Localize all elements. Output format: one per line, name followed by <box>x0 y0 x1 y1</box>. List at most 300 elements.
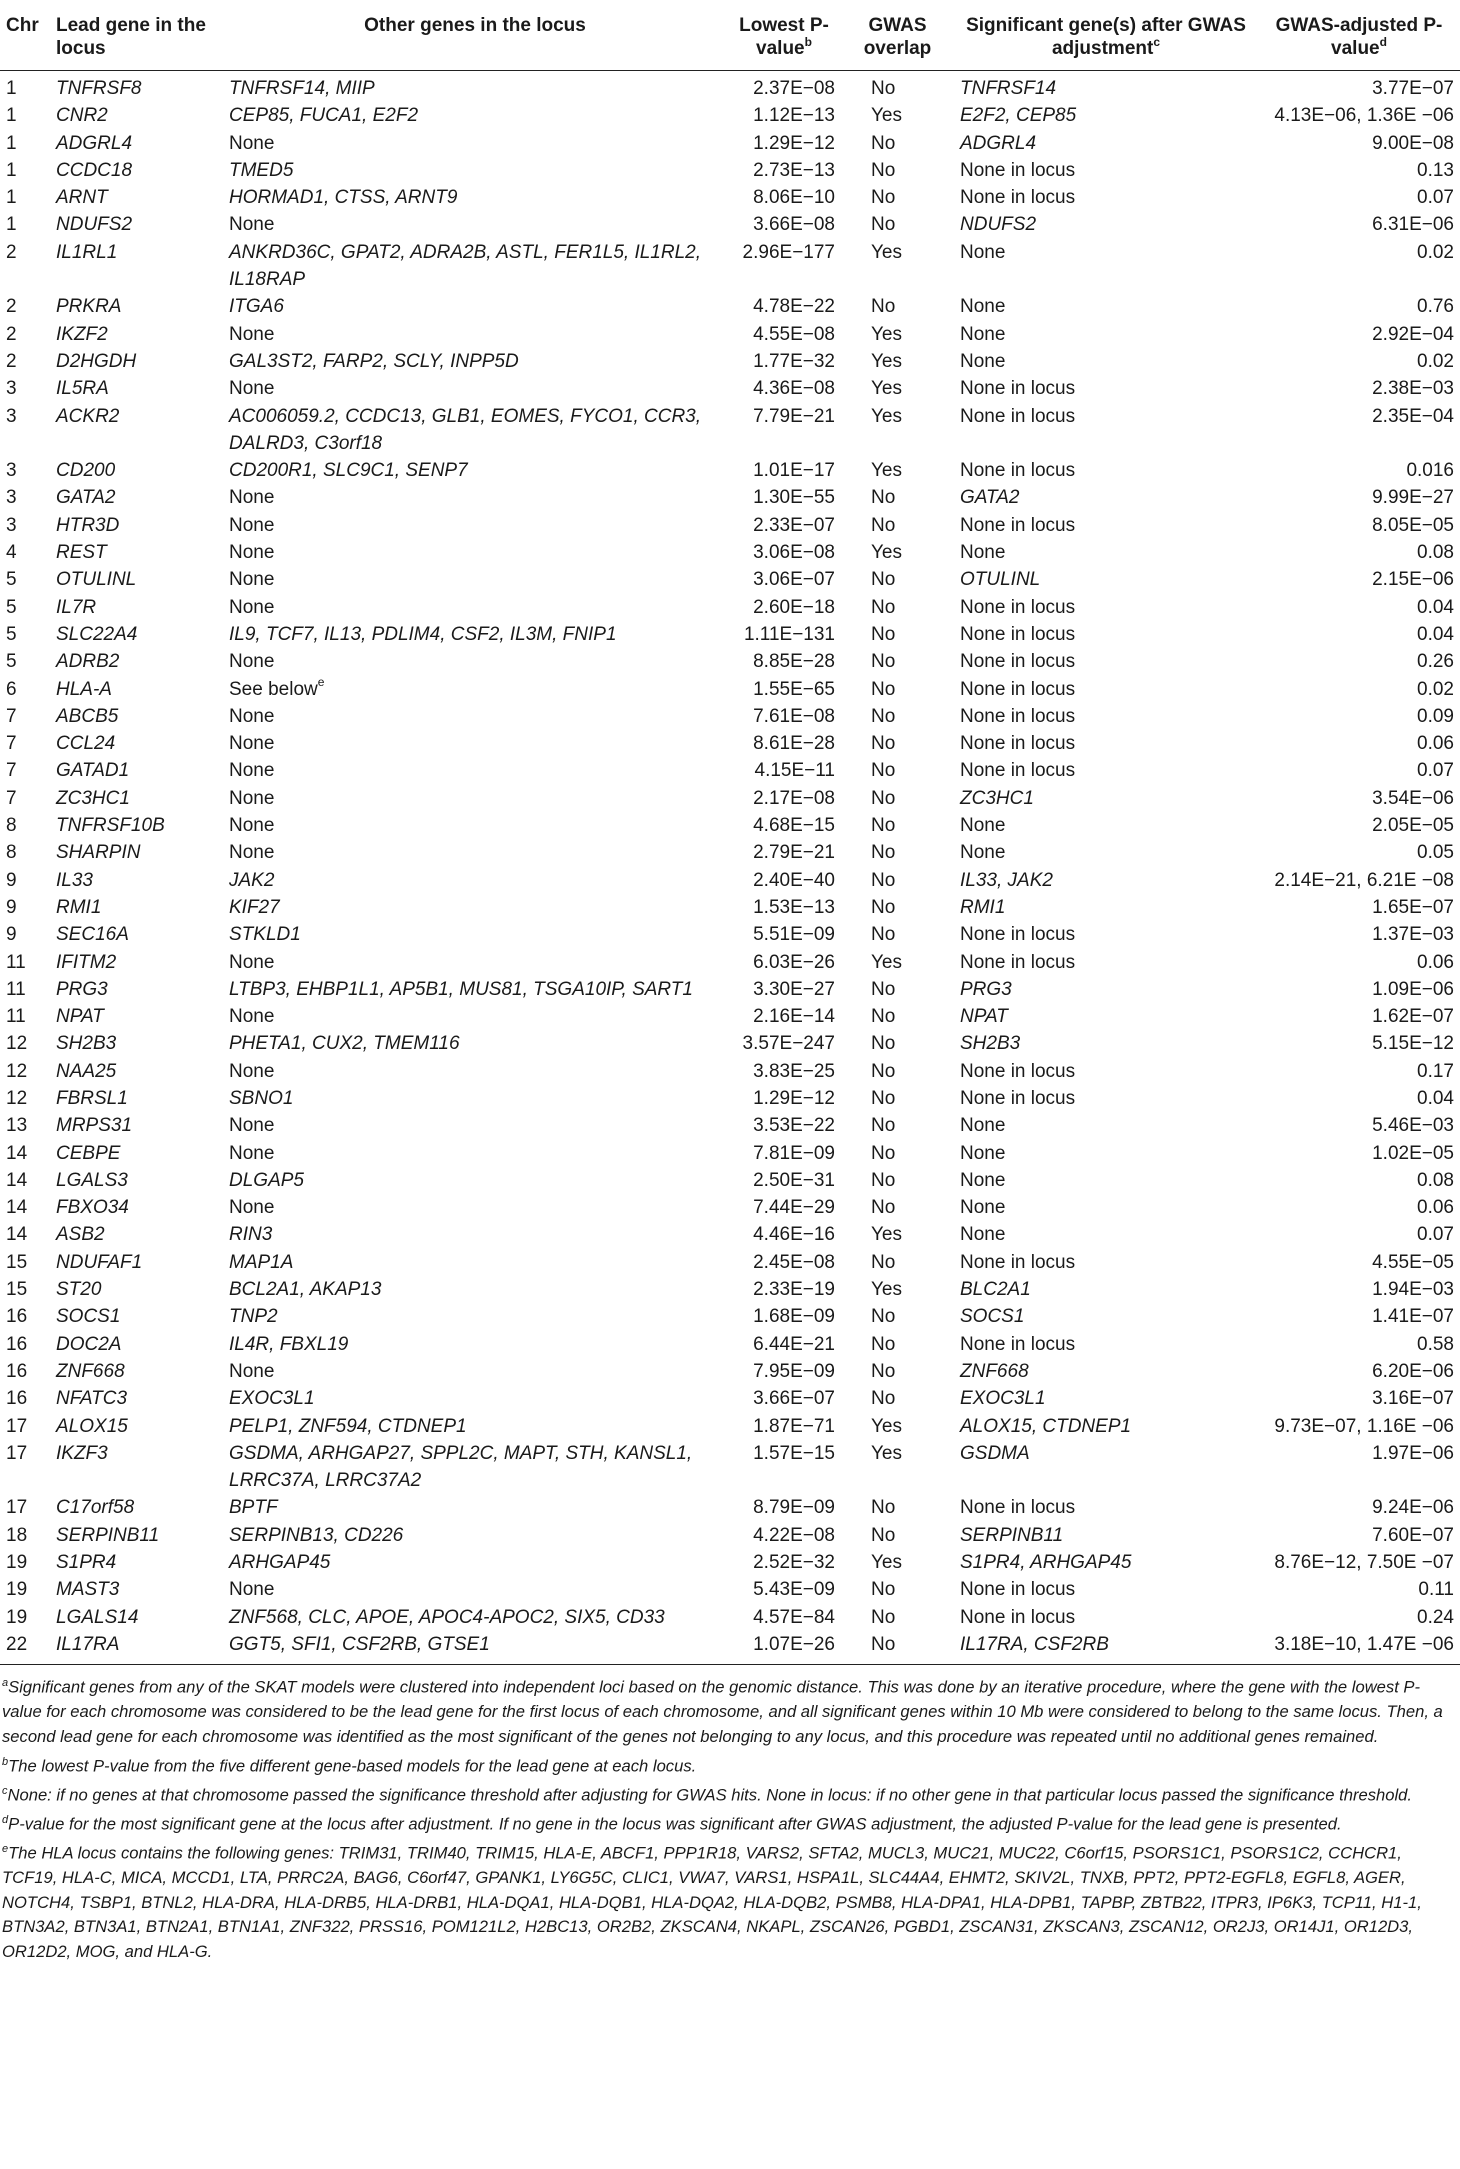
cell-significant-genes: None <box>960 1142 1006 1164</box>
cell-other-genes: None <box>229 542 275 564</box>
cell-significant-genes: None in locus <box>960 187 1076 209</box>
cell-chr: 5 <box>6 596 17 618</box>
cell-lead-gene: NAA25 <box>56 1060 117 1082</box>
cell-chr: 22 <box>6 1633 28 1655</box>
table-row <box>0 102 1460 129</box>
cell-lead-gene: PRG3 <box>56 978 108 1000</box>
header-adjusted-pvalue: GWAS-adjusted P-value$^d$ <box>1275 15 1443 59</box>
cell-lead-gene: FBXO34 <box>56 1197 129 1219</box>
cell-chr: 12 <box>6 1060 28 1082</box>
table-row <box>0 239 1460 294</box>
table-row <box>0 1385 1460 1412</box>
cell-significant-genes: None in locus <box>960 514 1076 536</box>
cell-gwas-overlap: Yes <box>871 350 902 372</box>
table-row <box>0 1440 1460 1495</box>
cell-other-genes: STKLD1 <box>229 924 301 946</box>
table-row <box>0 1604 1460 1631</box>
cell-chr: 12 <box>6 1087 28 1109</box>
table-row <box>0 1030 1460 1057</box>
cell-other-genes: None <box>229 514 275 536</box>
cell-lead-gene: NFATC3 <box>56 1388 128 1410</box>
cell-other-genes: GAL3ST2, FARP2, SCLY, INPP5D <box>229 350 519 372</box>
cell-lowest-pvalue: 4.36E−08 <box>753 378 835 400</box>
cell-lead-gene: NDUFS2 <box>56 214 133 236</box>
table-row <box>0 1631 1460 1665</box>
cell-significant-genes: E2F2, CEP85 <box>960 105 1077 127</box>
cell-adjusted-pvalue: 0.02 <box>1417 350 1454 372</box>
cell-lowest-pvalue: 2.16E−14 <box>753 1006 835 1028</box>
cell-lead-gene: LGALS14 <box>56 1606 139 1628</box>
cell-adjusted-pvalue: 0.06 <box>1417 1197 1454 1219</box>
cell-lowest-pvalue: 4.22E−08 <box>753 1524 835 1546</box>
cell-gwas-overlap: No <box>871 487 896 509</box>
cell-other-genes: CEP85, FUCA1, E2F2 <box>229 105 419 127</box>
cell-adjusted-pvalue: 0.06 <box>1417 951 1454 973</box>
cell-gwas-overlap: No <box>871 1169 896 1191</box>
cell-other-genes: None <box>229 815 275 837</box>
cell-chr: 11 <box>6 978 26 1000</box>
cell-significant-genes: NDUFS2 <box>960 214 1037 236</box>
cell-other-genes: MAP1A <box>229 1251 294 1273</box>
cell-significant-genes: ALOX15, CTDNEP1 <box>960 1415 1132 1437</box>
table-row <box>0 703 1460 730</box>
cell-lead-gene: IL17RA <box>56 1633 120 1655</box>
cell-lowest-pvalue: 4.78E−22 <box>753 296 835 318</box>
cell-chr: 16 <box>6 1333 28 1355</box>
cell-other-genes: ARHGAP45 <box>229 1552 331 1574</box>
cell-adjusted-pvalue: 2.38E−03 <box>1372 378 1454 400</box>
cell-lead-gene: IL1RL1 <box>56 241 118 263</box>
cell-chr: 13 <box>6 1115 28 1137</box>
table-row <box>0 1549 1460 1576</box>
cell-lowest-pvalue: 8.06E−10 <box>753 187 835 209</box>
cell-lowest-pvalue: 8.85E−28 <box>753 651 835 673</box>
cell-gwas-overlap: No <box>871 1115 896 1137</box>
table-row <box>0 321 1460 348</box>
cell-lowest-pvalue: 7.61E−08 <box>753 705 835 727</box>
cell-adjusted-pvalue: 2.15E−06 <box>1372 569 1454 591</box>
cell-lowest-pvalue: 7.95E−09 <box>753 1360 835 1382</box>
cell-gwas-overlap: No <box>871 924 896 946</box>
cell-other-genes: None <box>229 323 275 345</box>
cell-lowest-pvalue: 3.66E−07 <box>753 1388 835 1410</box>
cell-lowest-pvalue: 4.57E−84 <box>753 1606 835 1628</box>
cell-adjusted-pvalue: 0.58 <box>1417 1333 1454 1355</box>
cell-lowest-pvalue: 7.44E−29 <box>753 1197 835 1219</box>
cell-lowest-pvalue: 2.50E−31 <box>753 1169 835 1191</box>
table-row <box>0 839 1460 866</box>
footnotes <box>0 1665 1460 1964</box>
cell-chr: 14 <box>6 1169 28 1191</box>
cell-lowest-pvalue: 2.52E−32 <box>753 1552 835 1574</box>
cell-chr: 19 <box>6 1606 28 1628</box>
cell-significant-genes: None in locus <box>960 951 1076 973</box>
cell-lowest-pvalue: 6.44E−21 <box>753 1333 835 1355</box>
cell-other-genes: ITGA6 <box>229 296 284 318</box>
cell-lead-gene: IL5RA <box>56 378 109 400</box>
cell-lead-gene: ASB2 <box>56 1224 105 1246</box>
cell-gwas-overlap: No <box>871 869 896 891</box>
cell-significant-genes: RMI1 <box>960 896 1006 918</box>
cell-adjusted-pvalue: 2.92E−04 <box>1372 323 1454 345</box>
cell-lead-gene: SEC16A <box>56 924 129 946</box>
cell-adjusted-pvalue: 0.07 <box>1417 760 1454 782</box>
table-row <box>0 1194 1460 1221</box>
cell-significant-genes: BLC2A1 <box>960 1279 1031 1301</box>
cell-significant-genes: EXOC3L1 <box>960 1388 1046 1410</box>
cell-other-genes: None <box>229 569 275 591</box>
cell-lead-gene: MAST3 <box>56 1579 120 1601</box>
table-row <box>0 1494 1460 1521</box>
cell-other-genes: AC006059.2, CCDC13, GLB1, EOMES, FYCO1, CCR3, DALRD3, C3orf18 <box>229 405 702 454</box>
cell-adjusted-pvalue: 0.08 <box>1417 542 1454 564</box>
cell-other-genes: None <box>229 1142 275 1164</box>
cell-adjusted-pvalue: 9.24E−06 <box>1372 1497 1454 1519</box>
cell-other-genes: GSDMA, ARHGAP27, SPPL2C, MAPT, STH, KANSL1, LRRC37A, LRRC37A2 <box>229 1442 693 1492</box>
cell-other-genes: IL9, TCF7, IL13, PDLIM4, CSF2, IL3M, FNIP1 <box>229 623 617 645</box>
cell-adjusted-pvalue: 8.05E−05 <box>1372 514 1454 536</box>
cell-adjusted-pvalue: 1.62E−07 <box>1372 1006 1454 1028</box>
cell-other-genes: RIN3 <box>229 1224 273 1246</box>
cell-adjusted-pvalue: 9.99E−27 <box>1372 487 1454 509</box>
cell-lead-gene: OTULINL <box>56 569 137 591</box>
cell-gwas-overlap: Yes <box>871 241 902 263</box>
cell-lead-gene: GATA2 <box>56 487 116 509</box>
table-row <box>0 1576 1460 1603</box>
cell-lead-gene: SOCS1 <box>56 1306 121 1328</box>
cell-chr: 3 <box>6 487 17 509</box>
cell-significant-genes: SH2B3 <box>960 1033 1021 1055</box>
cell-other-genes: None <box>229 1360 275 1382</box>
cell-chr: 17 <box>6 1497 28 1519</box>
cell-chr: 7 <box>6 705 17 727</box>
cell-chr: 2 <box>6 323 17 345</box>
cell-significant-genes: None in locus <box>960 159 1076 181</box>
cell-significant-genes: SOCS1 <box>960 1306 1025 1328</box>
cell-significant-genes: None in locus <box>960 1060 1076 1082</box>
cell-chr: 1 <box>6 105 17 127</box>
cell-lowest-pvalue: 3.83E−25 <box>753 1060 835 1082</box>
cell-chr: 5 <box>6 623 17 645</box>
cell-other-genes: TMED5 <box>229 159 294 181</box>
cell-lowest-pvalue: 4.68E−15 <box>753 815 835 837</box>
cell-significant-genes: TNFRSF14 <box>960 78 1057 99</box>
table-row <box>0 730 1460 757</box>
cell-lowest-pvalue: 2.33E−07 <box>753 514 835 536</box>
cell-lead-gene: ADGRL4 <box>56 132 133 154</box>
cell-other-genes: None <box>229 733 275 755</box>
cell-chr: 14 <box>6 1224 28 1246</box>
cell-other-genes: See below$^e$ <box>229 675 325 700</box>
cell-chr: 7 <box>6 787 17 809</box>
cell-lead-gene: TNFRSF8 <box>56 78 142 99</box>
cell-adjusted-pvalue: 1.94E−03 <box>1372 1279 1454 1301</box>
cell-lead-gene: SLC22A4 <box>56 623 138 645</box>
table-row <box>0 130 1460 157</box>
footnote-e: $^e$The HLA locus contains the following genes: TRIM31, TRIM40, TRIM15, HLA-E, ABCF1, PPP1R18, VARS2, SFTA2, MUCL3, MUC21, MUC22, C6orf15, PSORS1C1, PSORS1C2, CCHCR1, TCF19, HLA-C, MICA, MCCD1, LTA, PRRC2A, BAG6, C6orf47, GPANK1, LY6G5C, CLIC1, VWA7, VARS1, HSPA1L, SLC44A4, EHMT2, SKIV2L, TNXB, PPT2, PPT2-EGFL8, EGFL8, AGER, NOTCH4, TSBP1, BTNL2, HLA-DRA, HLA-DRB5, HLA-DRB1, HLA-DQA1, HLA-DQB1, HLA-DQA2, HLA-DQB2, PSMB8, HLA-DPA1, HLA-DPB1, TAPBP, ZBTB22, ITPR3, IP6K3, TCP11, H1-1, BTN3A2, BTN3A1, BTN2A1, BTN1A1, ZNF322, PRSS16, POM121L2, H2BC13, OR2B2, ZKSCAN4, NKAPL, ZSCAN26, PGBD1, ZSCAN31, ZKSCAN3, ZSCAN12, OR2J3, OR14J1, OR12D3, OR12D2, MOG, and HLA-G. <box>2 1842 1422 1961</box>
cell-gwas-overlap: Yes <box>871 1279 902 1301</box>
cell-chr: 18 <box>6 1524 28 1546</box>
cell-chr: 3 <box>6 514 17 536</box>
cell-lead-gene: NPAT <box>56 1006 104 1028</box>
table-row <box>0 566 1460 593</box>
header-lead-gene: Lead gene in the locus <box>56 15 206 59</box>
cell-lowest-pvalue: 1.87E−71 <box>753 1415 835 1437</box>
cell-lead-gene: ACKR2 <box>56 405 120 427</box>
cell-gwas-overlap: No <box>871 760 896 782</box>
cell-gwas-overlap: Yes <box>871 1224 902 1246</box>
cell-significant-genes: SERPINB11 <box>960 1524 1064 1546</box>
footnote-d: $^d$P-value for the most significant gene at the locus after adjustment. If no gene in the locus was significant after GWAS adjustment, the adjusted P-value for the lead gene is presented. <box>2 1813 1342 1834</box>
cell-lead-gene: CCDC18 <box>56 159 133 181</box>
table-row <box>0 293 1460 320</box>
cell-gwas-overlap: No <box>871 569 896 591</box>
cell-lead-gene: ZNF668 <box>56 1360 125 1382</box>
cell-lowest-pvalue: 2.33E−19 <box>753 1279 835 1301</box>
table-row <box>0 676 1460 703</box>
cell-other-genes: None <box>229 951 275 973</box>
cell-adjusted-pvalue: 0.13 <box>1417 159 1454 181</box>
cell-chr: 9 <box>6 869 17 891</box>
cell-lowest-pvalue: 2.17E−08 <box>753 787 835 809</box>
table-row <box>0 512 1460 539</box>
cell-lead-gene: SHARPIN <box>56 842 141 864</box>
cell-lowest-pvalue: 3.30E−27 <box>753 978 835 1000</box>
cell-lead-gene: S1PR4 <box>56 1552 117 1574</box>
cell-significant-genes: IL17RA, CSF2RB <box>960 1633 1109 1655</box>
cell-lowest-pvalue: 7.81E−09 <box>753 1142 835 1164</box>
cell-other-genes: None <box>229 1115 275 1137</box>
cell-gwas-overlap: No <box>871 1060 896 1082</box>
table-body <box>0 71 1460 1665</box>
cell-lowest-pvalue: 1.55E−65 <box>753 678 835 700</box>
cell-significant-genes: None <box>960 815 1006 837</box>
cell-gwas-overlap: Yes <box>871 542 902 564</box>
cell-significant-genes: ZC3HC1 <box>960 787 1034 809</box>
cell-significant-genes: None in locus <box>960 924 1076 946</box>
cell-other-genes: CD200R1, SLC9C1, SENP7 <box>229 460 468 482</box>
cell-significant-genes: OTULINL <box>960 569 1041 591</box>
cell-lead-gene: NDUFAF1 <box>56 1251 143 1273</box>
cell-adjusted-pvalue: 2.05E−05 <box>1372 815 1454 837</box>
cell-adjusted-pvalue: 4.13E−06, 1.36E −06 <box>1274 105 1454 127</box>
cell-gwas-overlap: Yes <box>871 1552 902 1574</box>
table-row <box>0 949 1460 976</box>
cell-lead-gene: REST <box>56 542 107 564</box>
cell-gwas-overlap: No <box>871 623 896 645</box>
cell-lowest-pvalue: 2.79E−21 <box>753 842 835 864</box>
cell-gwas-overlap: No <box>871 159 896 181</box>
cell-adjusted-pvalue: 7.60E−07 <box>1372 1524 1454 1546</box>
cell-lowest-pvalue: 1.53E−13 <box>753 896 835 918</box>
cell-other-genes: None <box>229 214 275 236</box>
table-header-row <box>0 0 1460 71</box>
header-gwas-overlap: GWAS overlap <box>863 15 932 59</box>
cell-chr: 1 <box>6 78 17 99</box>
cell-adjusted-pvalue: 0.11 <box>1418 1579 1454 1601</box>
cell-lead-gene: IKZF2 <box>56 323 108 345</box>
table-row <box>0 1303 1460 1330</box>
cell-other-genes: HORMAD1, CTSS, ARNT9 <box>229 187 458 209</box>
cell-significant-genes: None <box>960 1115 1006 1137</box>
cell-adjusted-pvalue: 0.05 <box>1417 842 1454 864</box>
cell-other-genes: ZNF568, CLC, APOE, APOC4-APOC2, SIX5, CD33 <box>229 1606 665 1628</box>
cell-chr: 3 <box>6 460 17 482</box>
cell-significant-genes: None in locus <box>960 1333 1076 1355</box>
cell-gwas-overlap: No <box>871 1306 896 1328</box>
cell-adjusted-pvalue: 3.54E−06 <box>1372 787 1454 809</box>
cell-chr: 5 <box>6 651 17 673</box>
cell-other-genes: ANKRD36C, GPAT2, ADRA2B, ASTL, FER1L5, IL1RL2, IL18RAP <box>229 241 702 291</box>
cell-other-genes: None <box>229 651 275 673</box>
cell-gwas-overlap: No <box>871 1087 896 1109</box>
cell-significant-genes: GSDMA <box>960 1442 1030 1464</box>
cell-lowest-pvalue: 1.57E−15 <box>753 1442 835 1464</box>
cell-lowest-pvalue: 3.06E−07 <box>753 569 835 591</box>
table-row <box>0 648 1460 675</box>
cell-lowest-pvalue: 2.60E−18 <box>753 596 835 618</box>
cell-other-genes: EXOC3L1 <box>229 1388 315 1410</box>
cell-significant-genes: PRG3 <box>960 978 1012 1000</box>
cell-gwas-overlap: No <box>871 1197 896 1219</box>
cell-gwas-overlap: No <box>871 1033 896 1055</box>
table-row <box>0 1276 1460 1303</box>
table-row <box>0 1112 1460 1139</box>
cell-chr: 5 <box>6 569 17 591</box>
cell-chr: 4 <box>6 542 17 564</box>
cell-gwas-overlap: Yes <box>871 105 902 127</box>
cell-lead-gene: CD200 <box>56 460 116 482</box>
cell-other-genes: PELP1, ZNF594, CTDNEP1 <box>229 1415 467 1437</box>
cell-lowest-pvalue: 1.77E−32 <box>753 350 835 372</box>
cell-gwas-overlap: No <box>871 1388 896 1410</box>
cell-gwas-overlap: Yes <box>871 951 902 973</box>
cell-adjusted-pvalue: 0.02 <box>1417 678 1454 700</box>
cell-adjusted-pvalue: 0.24 <box>1417 1606 1454 1628</box>
cell-chr: 3 <box>6 378 17 400</box>
cell-lead-gene: HTR3D <box>56 514 120 536</box>
cell-other-genes: None <box>229 1006 275 1028</box>
cell-adjusted-pvalue: 3.18E−10, 1.47E −06 <box>1274 1633 1454 1655</box>
cell-significant-genes: None in locus <box>960 760 1076 782</box>
cell-chr: 11 <box>6 951 26 973</box>
table-row <box>0 1085 1460 1112</box>
cell-significant-genes: None in locus <box>960 651 1076 673</box>
cell-adjusted-pvalue: 1.65E−07 <box>1372 896 1454 918</box>
cell-lead-gene: ABCB5 <box>56 705 119 727</box>
cell-chr: 14 <box>6 1197 28 1219</box>
cell-gwas-overlap: No <box>871 1006 896 1028</box>
table-row <box>0 867 1460 894</box>
table-row <box>0 184 1460 211</box>
cell-other-genes: None <box>229 1060 275 1082</box>
cell-adjusted-pvalue: 8.76E−12, 7.50E −07 <box>1274 1552 1454 1574</box>
cell-adjusted-pvalue: 1.02E−05 <box>1372 1142 1454 1164</box>
cell-gwas-overlap: Yes <box>871 405 902 427</box>
cell-lead-gene: GATAD1 <box>56 760 130 782</box>
cell-lowest-pvalue: 5.43E−09 <box>753 1579 835 1601</box>
cell-lead-gene: ZC3HC1 <box>56 787 130 809</box>
cell-lead-gene: IL7R <box>56 596 97 618</box>
cell-adjusted-pvalue: 6.31E−06 <box>1372 214 1454 236</box>
cell-significant-genes: None in locus <box>960 1579 1076 1601</box>
cell-other-genes: None <box>229 705 275 727</box>
cell-adjusted-pvalue: 0.08 <box>1417 1169 1454 1191</box>
cell-adjusted-pvalue: 0.07 <box>1417 1224 1454 1246</box>
cell-significant-genes: ZNF668 <box>960 1360 1029 1382</box>
cell-lowest-pvalue: 1.12E−13 <box>753 105 835 127</box>
table-row <box>0 1140 1460 1167</box>
cell-other-genes: None <box>229 1197 275 1219</box>
cell-other-genes: BPTF <box>229 1497 278 1519</box>
cell-significant-genes: None <box>960 323 1006 345</box>
cell-lead-gene: DOC2A <box>56 1333 122 1355</box>
cell-chr: 1 <box>6 214 17 236</box>
cell-other-genes: TNP2 <box>229 1306 278 1328</box>
cell-other-genes: None <box>229 596 275 618</box>
cell-other-genes: GGT5, SFI1, CSF2RB, GTSE1 <box>229 1633 490 1655</box>
cell-lead-gene: SERPINB11 <box>56 1524 160 1546</box>
cell-lowest-pvalue: 1.11E−131 <box>743 623 835 645</box>
table-row <box>0 1249 1460 1276</box>
cell-significant-genes: None <box>960 1169 1006 1191</box>
cell-chr: 16 <box>6 1388 28 1410</box>
cell-lowest-pvalue: 3.06E−08 <box>753 542 835 564</box>
table-row <box>0 403 1460 458</box>
cell-lowest-pvalue: 3.53E−22 <box>753 1115 835 1137</box>
cell-gwas-overlap: Yes <box>871 378 902 400</box>
table-row <box>0 594 1460 621</box>
cell-chr: 2 <box>6 241 17 263</box>
cell-significant-genes: None <box>960 350 1006 372</box>
cell-lowest-pvalue: 5.51E−09 <box>753 924 835 946</box>
cell-gwas-overlap: No <box>871 678 896 700</box>
table-row <box>0 757 1460 784</box>
cell-other-genes: BCL2A1, AKAP13 <box>229 1279 382 1301</box>
cell-gwas-overlap: Yes <box>871 1442 902 1464</box>
cell-significant-genes: None in locus <box>960 1087 1076 1109</box>
cell-adjusted-pvalue: 2.35E−04 <box>1372 405 1454 427</box>
cell-other-genes: None <box>229 1579 275 1601</box>
cell-adjusted-pvalue: 5.46E−03 <box>1372 1115 1454 1137</box>
cell-gwas-overlap: No <box>871 733 896 755</box>
cell-significant-genes: GATA2 <box>960 487 1020 509</box>
cell-lead-gene: RMI1 <box>56 896 102 918</box>
cell-significant-genes: S1PR4, ARHGAP45 <box>960 1552 1132 1574</box>
cell-other-genes: SERPINB13, CD226 <box>229 1524 404 1546</box>
cell-gwas-overlap: No <box>871 596 896 618</box>
cell-lead-gene: MRPS31 <box>56 1115 133 1137</box>
cell-gwas-overlap: No <box>871 1251 896 1273</box>
cell-lowest-pvalue: 1.29E−12 <box>753 132 835 154</box>
cell-adjusted-pvalue: 4.55E−05 <box>1372 1251 1454 1273</box>
cell-chr: 11 <box>6 1006 26 1028</box>
cell-adjusted-pvalue: 3.16E−07 <box>1372 1388 1454 1410</box>
cell-lead-gene: TNFRSF10B <box>56 815 165 837</box>
cell-other-genes: SBNO1 <box>229 1087 294 1109</box>
cell-chr: 14 <box>6 1142 28 1164</box>
table-row <box>0 539 1460 566</box>
cell-lead-gene: HLA-A <box>56 678 112 700</box>
cell-significant-genes: None in locus <box>960 596 1076 618</box>
cell-lowest-pvalue: 6.03E−26 <box>753 951 835 973</box>
cell-chr: 2 <box>6 350 17 372</box>
cell-lowest-pvalue: 2.40E−40 <box>753 869 835 891</box>
cell-lead-gene: ARNT <box>56 187 108 209</box>
cell-significant-genes: None <box>960 296 1006 318</box>
cell-gwas-overlap: No <box>871 1606 896 1628</box>
table-row <box>0 375 1460 402</box>
